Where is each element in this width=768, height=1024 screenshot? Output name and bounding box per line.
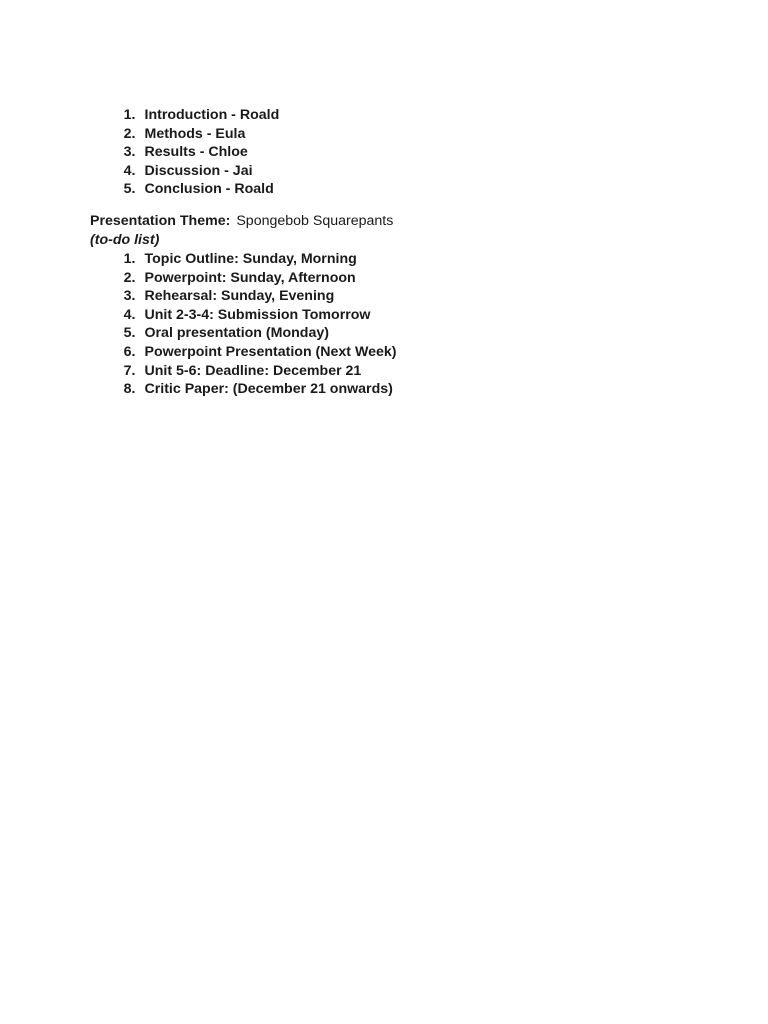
list-item — [100, 306, 397, 325]
theme-label: Presentation Theme: — [90, 213, 231, 229]
list-item — [100, 287, 397, 306]
list-item — [100, 180, 279, 199]
list-item-text: Unit 5-6: Deadline: December 21 — [144, 362, 362, 379]
list-item-text: Rehearsal: Sunday, Evening — [144, 288, 335, 305]
list-item — [100, 250, 397, 269]
list-item-text: Unit 2-3-4: Submission Tomorrow — [144, 306, 371, 323]
list-number: 1 . — [100, 250, 136, 269]
list-item-text: Discussion - Jai — [144, 162, 253, 179]
list-item-text: Methods - Eula — [144, 125, 246, 142]
list-number: 6 . — [100, 343, 136, 362]
list-item-text: Critic Paper: (December 21 onwards) — [144, 381, 393, 398]
list-number: 5 . — [100, 324, 136, 343]
list-item-text: Oral presentation (Monday) — [144, 325, 329, 342]
list-number: 5 . — [100, 180, 136, 199]
list-number: 7 . — [100, 362, 136, 381]
list-item — [100, 106, 279, 125]
list-item — [100, 162, 279, 181]
list-number: 4 . — [100, 162, 136, 181]
list-number: 3 . — [100, 287, 136, 306]
list-number: 1 . — [100, 106, 136, 125]
list-item — [100, 343, 397, 362]
list-item-text: Powerpoint: Sunday, Afternoon — [144, 269, 356, 286]
list-item — [100, 324, 397, 343]
list-item — [100, 269, 397, 288]
presentation-theme — [90, 212, 393, 231]
list-item-text: Powerpoint Presentation (Next Week) — [144, 343, 397, 360]
list-item — [100, 125, 279, 144]
list-item — [100, 362, 397, 381]
todo-caption: (to-do list) — [90, 232, 160, 248]
list-item-text: Conclusion - Roald — [144, 181, 274, 198]
list-item — [100, 143, 279, 162]
list-item-text: Results - Chloe — [144, 144, 248, 161]
list-number: 2 . — [100, 269, 136, 288]
list-number: 4 . — [100, 306, 136, 325]
todo-list — [100, 250, 397, 399]
list-number: 2 . — [100, 125, 136, 144]
list-item-text: Topic Outline: Sunday, Morning — [144, 251, 357, 267]
list-number: 3 . — [100, 143, 136, 162]
list-item-text: Introduction - Roald — [144, 107, 280, 123]
list-item — [100, 380, 397, 399]
roles-list — [100, 106, 279, 199]
list-number: 8 . — [100, 380, 136, 399]
theme-value: Spongebob Squarepants — [236, 213, 394, 229]
